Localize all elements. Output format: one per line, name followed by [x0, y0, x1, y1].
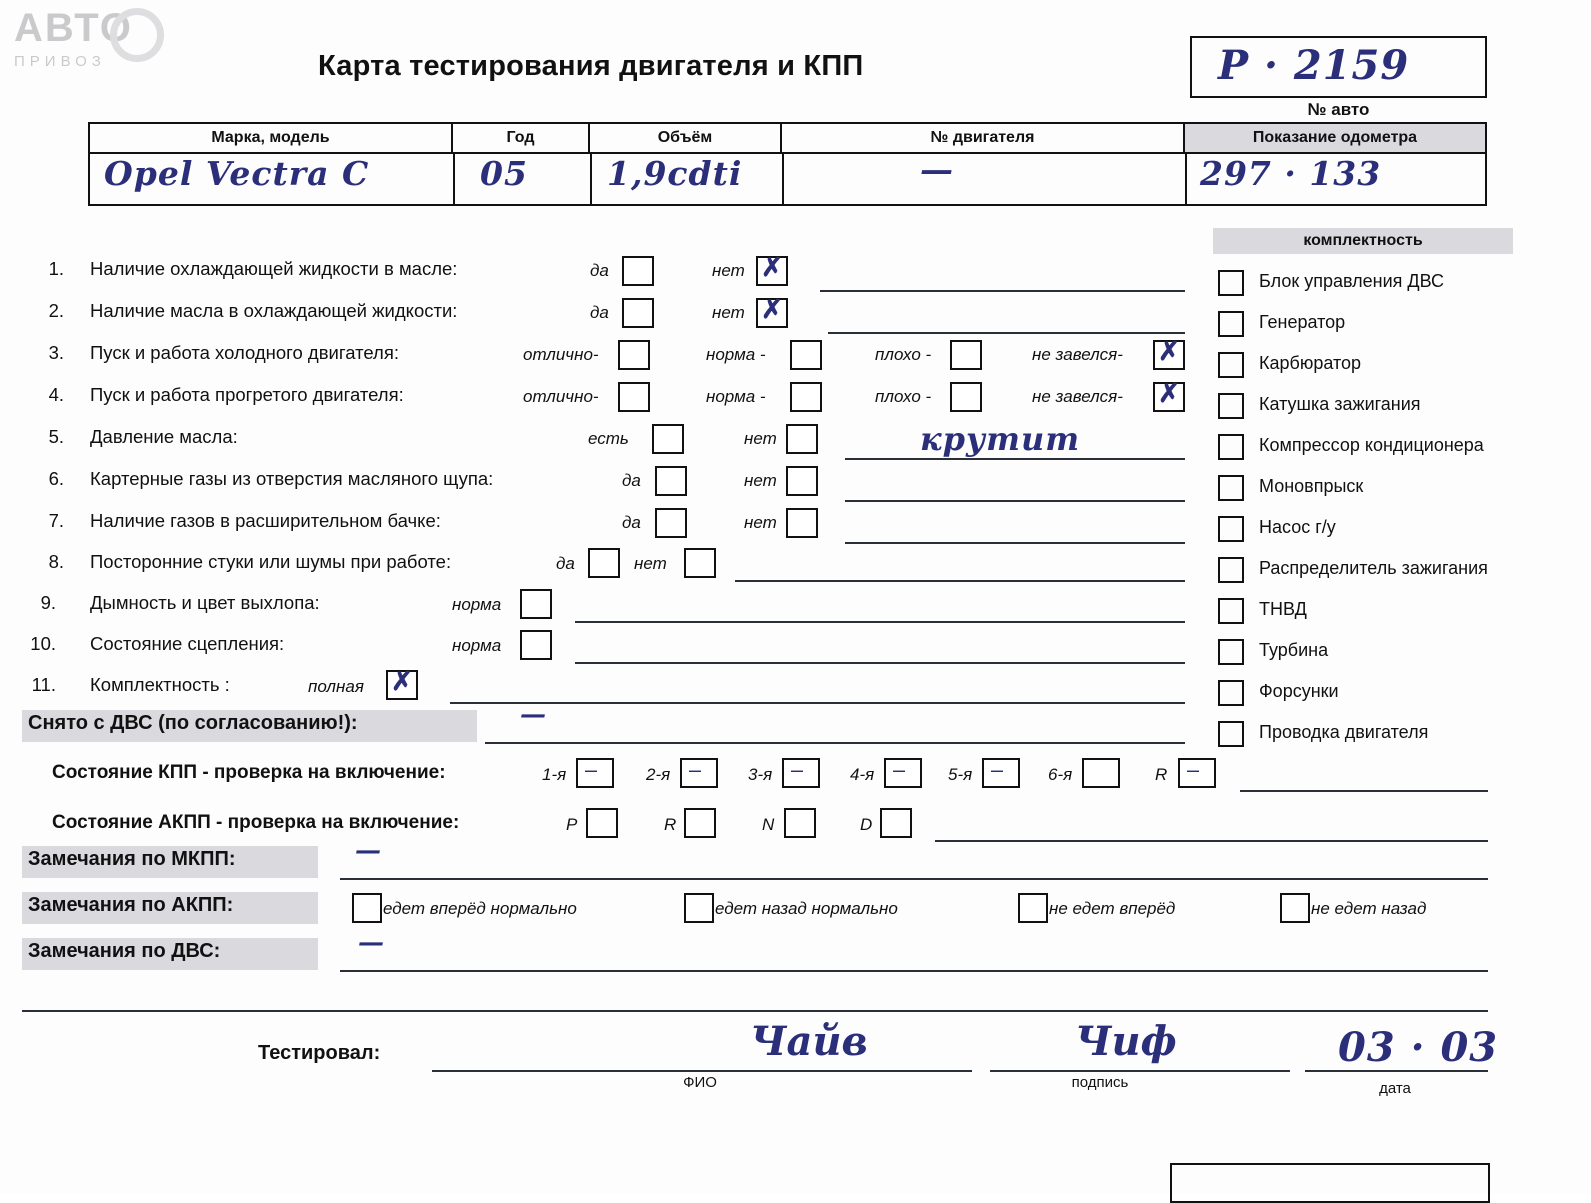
mkpp-check-label: Состояние КПП - проверка на включение: [52, 762, 446, 783]
gear-3-label: 3-я [748, 765, 773, 784]
notes-akpp-option-3-checkbox[interactable] [1280, 893, 1310, 923]
question-6-text: Картерные газы из отверстия масляного щупа: [90, 468, 494, 489]
check-mark-icon: ✗ [761, 253, 783, 283]
question-4-option-0-checkbox[interactable] [618, 382, 650, 412]
logo-brand: АВТО [14, 6, 133, 50]
question-5-option-0-label: есть [588, 429, 629, 448]
question-11-text: Комплектность : [90, 674, 230, 695]
check-mark-icon: ✗ [1158, 337, 1180, 367]
komplektnost-item-1-checkbox[interactable] [1218, 311, 1244, 337]
signature-line [990, 1070, 1290, 1072]
akpp-note-line [935, 840, 1488, 842]
akpp-p-checkbox[interactable] [586, 808, 618, 838]
gear-r-label: R [1155, 765, 1168, 784]
question-2-text: Наличие масла в охлаждающей жидкости: [90, 300, 458, 321]
komplektnost-item-2-label: Карбюратор [1259, 353, 1362, 373]
mkpp-note-line [1240, 790, 1488, 792]
check-mark-icon: ✗ [391, 667, 413, 697]
komplektnost-item-0-checkbox[interactable] [1218, 270, 1244, 296]
signature-caption: подпись [1071, 1074, 1129, 1091]
question-6-option-0-label: да [622, 471, 641, 490]
question-9-number: 9. [40, 592, 56, 613]
akpp-r-label: R [664, 815, 677, 834]
fio-value: Чайв [750, 1018, 868, 1065]
gear-5-label: 5-я [948, 765, 973, 784]
question-3-option-2-label: плохо - [875, 345, 932, 364]
komplektnost-item-7-label: Распределитель зажигания [1259, 558, 1488, 578]
komplektnost-item-3-label: Катушка зажигания [1259, 394, 1421, 414]
question-11-number: 11. [31, 674, 56, 695]
komplektnost-item-4-label: Компрессор кондиционера [1259, 435, 1484, 455]
col-header-engine-no: № двигателя [782, 124, 1185, 152]
value-engine-no: — [920, 150, 954, 189]
value-odometer: 297 · 133 [1200, 154, 1382, 193]
notes-dvs-value: — [358, 928, 384, 958]
notes-akpp-option-1-label: едет назад нормально [715, 899, 898, 918]
question-3-option-0-label: отлично- [523, 345, 599, 364]
question-4-option-2-label: плохо - [875, 387, 932, 406]
question-4-option-1-checkbox[interactable] [790, 382, 822, 412]
footer-divider-line [22, 1010, 1488, 1012]
notes-mkpp-line [340, 878, 1488, 880]
question-3-option-3-checkbox[interactable] [1153, 337, 1185, 370]
date-value: 03 · 03 [1338, 1024, 1499, 1071]
komplektnost-item-10-checkbox[interactable] [1218, 680, 1244, 706]
komplektnost-header: комплектность [1213, 228, 1513, 254]
removed-section-value: — [520, 700, 546, 730]
car-number-box [1190, 36, 1487, 98]
komplektnost-item-5-label: Моновпрыск [1259, 476, 1364, 496]
gear-3-checkbox[interactable] [782, 758, 820, 788]
question-6-option-1-label: нет [744, 471, 777, 490]
col-header-odometer: Показание одометра [1185, 124, 1485, 152]
question-4-number: 4. [48, 384, 64, 405]
fio-line [432, 1070, 972, 1072]
question-9-option-0-checkbox[interactable] [520, 589, 552, 619]
komplektnost-item-9-label: Турбина [1259, 640, 1329, 660]
question-6-number: 6. [48, 468, 64, 489]
question-9-text: Дымность и цвет выхлопа: [90, 592, 320, 613]
value-volume: 1,9cdti [607, 154, 743, 193]
akpp-d-label: D [860, 815, 873, 834]
question-5-note-line [845, 458, 1185, 460]
notes-akpp-option-2-label: не едет вперёд [1049, 899, 1176, 918]
question-4-option-3-checkbox[interactable] [1153, 379, 1185, 412]
removed-section-label: Снято с ДВС (по согласованию!): [22, 710, 477, 742]
question-3-option-0-checkbox[interactable] [618, 340, 650, 370]
question-1-option-1-label: нет [712, 261, 745, 280]
komplektnost-item-10-label: Форсунки [1259, 681, 1339, 701]
question-11-note-line [450, 702, 1185, 704]
question-7-text: Наличие газов в расширительном бачке: [90, 510, 441, 531]
date-caption: дата [1379, 1080, 1411, 1097]
komplektnost-item-1-label: Генератор [1259, 312, 1346, 332]
question-5-option-0-checkbox[interactable] [652, 424, 684, 454]
value-year: 05 [480, 154, 528, 193]
fio-caption: ФИО [683, 1074, 717, 1091]
question-2-option-1-checkbox[interactable] [756, 295, 788, 328]
notes-akpp-option-1-checkbox[interactable] [684, 893, 714, 923]
komplektnost-item-0-label: Блок управления ДВС [1259, 271, 1444, 291]
komplektnost-item-6-checkbox[interactable] [1218, 516, 1244, 542]
question-3-text: Пуск и работа холодного двигателя: [90, 342, 399, 363]
question-8-option-1-checkbox[interactable] [684, 548, 716, 578]
bottom-stamp-box [1170, 1163, 1490, 1203]
question-1-note-line [820, 290, 1185, 292]
page-title: Карта тестирования двигателя и КПП [318, 50, 864, 82]
gear-r-checkbox[interactable] [1178, 758, 1216, 788]
question-7-option-1-checkbox[interactable] [786, 508, 818, 538]
komplektnost-item-11-checkbox[interactable] [1218, 721, 1244, 747]
notes-akpp-option-0-label: едет вперёд нормально [383, 899, 577, 918]
col-header-volume: Объём [590, 124, 782, 152]
question-7-note-line [845, 542, 1185, 544]
tick-icon: ‒ [1186, 758, 1200, 783]
avtoprivoz-logo [14, 6, 184, 84]
question-11-option-0-checkbox[interactable] [386, 667, 418, 700]
question-2-option-0-label: да [590, 303, 609, 322]
question-6-option-1-checkbox[interactable] [786, 466, 818, 496]
question-3-option-1-checkbox[interactable] [790, 340, 822, 370]
notes-akpp-option-0-checkbox[interactable] [352, 893, 382, 923]
question-1-option-0-label: да [590, 261, 609, 280]
akpp-check-label: Состояние АКПП - проверка на включение: [52, 812, 460, 833]
vline-1 [453, 152, 455, 204]
vline-2 [590, 152, 592, 204]
notes-akpp-label: Замечания по АКПП: [22, 892, 318, 924]
akpp-r-checkbox[interactable] [684, 808, 716, 838]
komplektnost-item-4-checkbox[interactable] [1218, 434, 1244, 460]
question-8-option-1-label: нет [634, 554, 667, 573]
tick-icon: ‒ [790, 758, 804, 783]
question-5-note-value: крутит [920, 420, 1081, 458]
check-mark-icon: ✗ [761, 295, 783, 325]
komplektnost-item-7-checkbox[interactable] [1218, 557, 1244, 583]
question-1-number: 1. [48, 258, 64, 279]
notes-dvs-label: Замечания по ДВС: [22, 938, 318, 970]
gear-2-checkbox[interactable] [680, 758, 718, 788]
question-5-number: 5. [48, 426, 64, 447]
notes-akpp-option-2-checkbox[interactable] [1018, 893, 1048, 923]
question-5-option-1-label: нет [744, 429, 777, 448]
question-4-option-0-label: отлично- [523, 387, 599, 406]
question-2-option-1-label: нет [712, 303, 745, 322]
komplektnost-item-8-checkbox[interactable] [1218, 598, 1244, 624]
notes-dvs-line [340, 970, 1488, 972]
question-1-option-0-checkbox[interactable] [622, 256, 654, 286]
logo-ring-icon [110, 8, 164, 62]
vline-3 [782, 152, 784, 204]
gear-6-label: 6-я [1048, 765, 1073, 784]
question-9-note-line [575, 621, 1185, 623]
akpp-d-checkbox[interactable] [880, 808, 912, 838]
question-2-number: 2. [48, 300, 64, 321]
komplektnost-item-11-label: Проводка двигателя [1259, 722, 1429, 742]
komplektnost-item-6-label: Насос г/у [1259, 517, 1336, 537]
gear-6-checkbox[interactable] [1082, 758, 1120, 788]
akpp-n-checkbox[interactable] [784, 808, 816, 838]
gear-4-label: 4-я [850, 765, 875, 784]
question-3-option-3-label: не завелся- [1032, 345, 1123, 364]
question-7-number: 7. [48, 510, 64, 531]
tested-by-label: Тестировал: [258, 1042, 381, 1064]
komplektnost-item-8-label: ТНВД [1259, 599, 1307, 619]
komplektnost-item-5-checkbox[interactable] [1218, 475, 1244, 501]
col-header-year: Год [453, 124, 590, 152]
question-8-note-line [735, 580, 1185, 582]
question-10-number: 10. [30, 633, 56, 654]
value-model: Opel Vectra C [104, 154, 370, 193]
question-2-note-line [828, 332, 1185, 334]
question-6-option-0-checkbox[interactable] [655, 466, 687, 496]
question-3-option-1-label: норма - [706, 345, 766, 364]
question-10-note-line [575, 662, 1185, 664]
removed-section-line [485, 742, 1185, 744]
tick-icon: ‒ [688, 758, 702, 783]
vline-4 [1185, 152, 1187, 204]
question-10-text: Состояние сцепления: [90, 633, 285, 654]
komplektnost-item-2-checkbox[interactable] [1218, 352, 1244, 378]
question-4-text: Пуск и работа прогретого двигателя: [90, 384, 404, 405]
question-7-option-0-checkbox[interactable] [655, 508, 687, 538]
akpp-p-label: P [566, 815, 578, 834]
tick-icon: ‒ [584, 758, 598, 783]
gear-1-checkbox[interactable] [576, 758, 614, 788]
header-table [88, 122, 1487, 206]
question-10-option-0-label: норма [452, 636, 502, 655]
question-5-option-1-checkbox[interactable] [786, 424, 818, 454]
question-8-text: Посторонние стуки или шумы при работе: [90, 551, 452, 572]
question-8-number: 8. [48, 551, 64, 572]
akpp-n-label: N [762, 815, 775, 834]
gear-1-label: 1-я [542, 765, 567, 784]
question-1-text: Наличие охлаждающей жидкости в масле: [90, 258, 458, 279]
gear-2-label: 2-я [646, 765, 671, 784]
gear-5-checkbox[interactable] [982, 758, 1020, 788]
notes-mkpp-label: Замечания по МКПП: [22, 846, 318, 878]
notes-mkpp-value: — [355, 836, 381, 866]
question-4-option-1-label: норма - [706, 387, 766, 406]
signature-value: Чиф [1075, 1018, 1177, 1065]
tick-icon: ‒ [892, 758, 906, 783]
question-4-option-3-label: не завелся- [1032, 387, 1123, 406]
question-5-text: Давление масла: [90, 426, 238, 447]
col-header-model: Марка, модель [90, 124, 453, 152]
question-1-option-1-checkbox[interactable] [756, 253, 788, 286]
question-3-number: 3. [48, 342, 64, 363]
logo-sub: ПРИВОЗ [14, 53, 106, 70]
car-number-label: № авто [1307, 100, 1370, 119]
komplektnost-item-3-checkbox[interactable] [1218, 393, 1244, 419]
question-11-option-0-label: полная [308, 677, 364, 696]
tick-icon: ‒ [990, 758, 1004, 783]
gear-4-checkbox[interactable] [884, 758, 922, 788]
question-10-option-0-checkbox[interactable] [520, 630, 552, 660]
question-8-option-0-checkbox[interactable] [588, 548, 620, 578]
question-7-option-1-label: нет [744, 513, 777, 532]
check-mark-icon: ✗ [1158, 379, 1180, 409]
question-6-note-line [845, 500, 1185, 502]
question-9-option-0-label: норма [452, 595, 502, 614]
komplektnost-item-9-checkbox[interactable] [1218, 639, 1244, 665]
question-7-option-0-label: да [622, 513, 641, 532]
question-3-option-2-checkbox[interactable] [950, 340, 982, 370]
notes-akpp-option-3-label: не едет назад [1311, 899, 1427, 918]
question-4-option-2-checkbox[interactable] [950, 382, 982, 412]
car-number-value: P · 2159 [1218, 42, 1410, 89]
question-8-option-0-label: да [556, 554, 575, 573]
question-2-option-0-checkbox[interactable] [622, 298, 654, 328]
